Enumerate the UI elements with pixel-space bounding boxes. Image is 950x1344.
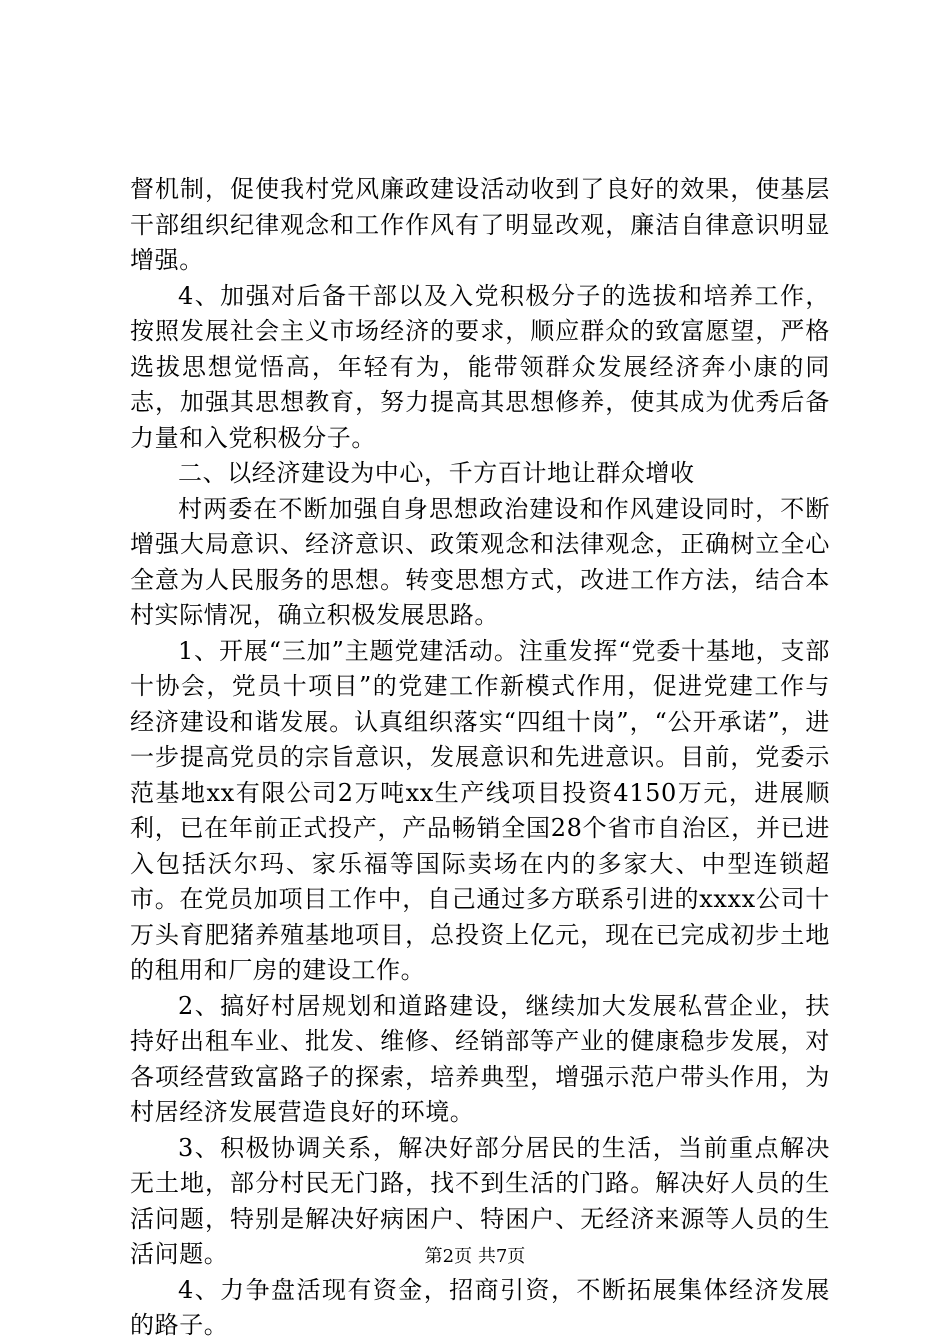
paragraph-investment: 4、力争盘活现有资金，招商引资，不断拓展集体经济发展的路子。 — [130, 1275, 830, 1339]
paragraph-continuation: 督机制，促使我村党风廉政建设活动收到了良好的效果，使基层干部组织纪律观念和工作作风有了明显改观，廉洁自律意识明显增强。 — [130, 175, 830, 274]
paragraph-residents-livelihood: 3、积极协调关系，解决好部分居民的生活，当前重点解决无土地，部分村民无门路，找不到生活的门路。解决好人员的生活问题，特别是解决好病困户、特困户、无经济来源等人员的生活问题。 — [130, 1133, 830, 1268]
paragraph-reserve-cadres: 4、加强对后备干部以及入党积极分子的选拔和培养工作，按照发展社会主义市场经济的要求，顺应群众的致富愿望，严格选拔思想觉悟高，年轻有为，能带领群众发展经济奔小康的同志，加强其思想教育，努力提高其思想修养，使其成为优秀后备力量和入党积极分子。 — [130, 281, 830, 452]
section-heading-economy: 二、以经济建设为中心，千方百计地让群众增收 — [178, 459, 695, 487]
document-body — [130, 172, 830, 1344]
paragraph-party-building: 1、开展“三加”主题党建活动。注重发挥“党委十基地，支部十协会，党员十项目”的党建工作新模式作用，促进党建工作与经济建设和谐发展。认真组织落实“四组十岗”，“公开承诺”，进一步提高党员的宗旨意识，发展意识和先进意识。目前，党委示范基地xx有限公司2万吨xx生产线项目投资4150万元，进展顺利，已在年前正式投产，产品畅销全国28个省市自治区，并已进入包括沃尔玛、家乐福等国际卖场在内的多家大、中型连锁超市。在党员加项目工作中，自己通过多方联系引进的xxxx公司十万头育肥猪养殖基地项目，总投资上亿元，现在已完成初步土地的租用和厂房的建设工作。 — [130, 636, 830, 984]
page-number: 第2页 共7页 — [424, 1246, 526, 1267]
paragraph-village-planning: 2、搞好村居规划和道路建设，继续加大发展私营企业，扶持好出租车业、批发、维修、经销部等产业的健康稳步发展，对各项经营致富路子的探索，培养典型，增强示范户带头作用，为村居经济发展营造良好的环境。 — [130, 991, 830, 1126]
paragraph-village-committee: 村两委在不断加强自身思想政治建设和作风建设同时，不断增强大局意识、经济意识、政策观念和法律观念，正确树立全心全意为人民服务的思想。转变思想方式，改进工作方法，结合本村实际情况，确立积极发展思路。 — [130, 494, 830, 629]
